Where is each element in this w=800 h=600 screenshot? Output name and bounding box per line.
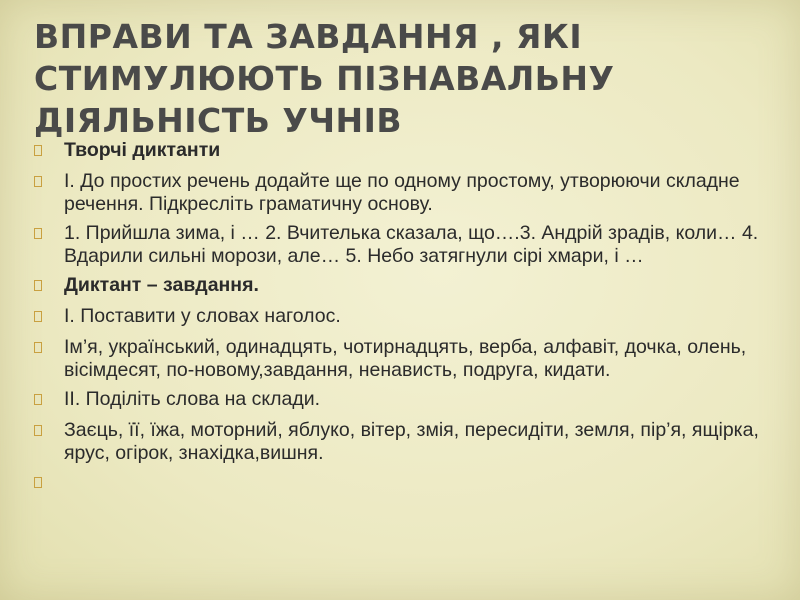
bullet-icon [34,139,64,163]
bullet-icon [34,471,64,495]
title-line-2: СТИМУЛЮЮТЬ ПІЗНАВАЛЬНУ [34,59,615,98]
list-item-text: Диктант – завдання. [64,274,259,296]
slide-title [34,16,774,142]
list-item-text: І. До простих речень додайте ще по одному простому, утворюючи складне речення. Підкресліть граматичну основу. [64,170,740,215]
bullet-icon [34,305,64,329]
list-item [34,419,774,464]
list-item [34,305,774,329]
list-item [34,471,774,495]
bullet-icon [34,419,64,443]
list-item [34,388,774,412]
bullet-icon [34,274,64,298]
title-line-3: ДІЯЛЬНІСТЬ УЧНІВ [34,101,403,140]
bullet-icon [34,170,64,194]
list-item [34,170,774,215]
bullet-icon [34,388,64,412]
bullet-list [34,139,774,502]
title-line-1: ВПРАВИ ТА ЗАВДАННЯ , ЯКІ [34,17,583,56]
list-item [34,139,774,163]
list-item-text: І. Поставити у словах наголос. [64,305,341,327]
list-item-text: ІІ. Поділіть слова на склади. [64,388,321,410]
list-item-text: Творчі диктанти [64,139,221,161]
list-item-text: Заєць, її, їжа, моторний, яблуко, вітер, змія, пересидіти, земля, пір’я, ящірка, ярус, огірок, знахідка,вишня. [64,419,759,464]
list-item [34,336,774,381]
list-item [34,274,774,298]
bullet-icon [34,336,64,360]
list-item-text: Ім’я, український, одинадцять, чотирнадцять, верба, алфавіт, дочка, олень, вісімдесят, по-новому,завдання, ненависть, подруга, кидати. [64,336,747,381]
list-item [34,222,774,267]
bullet-icon [34,222,64,246]
list-item-text: 1. Прийшла зима, і … 2. Вчителька сказала, що….3. Андрій зрадів, коли… 4. Вдарили сильні морози, але… 5. Небо затягнули сірі хмари, і … [64,222,759,267]
